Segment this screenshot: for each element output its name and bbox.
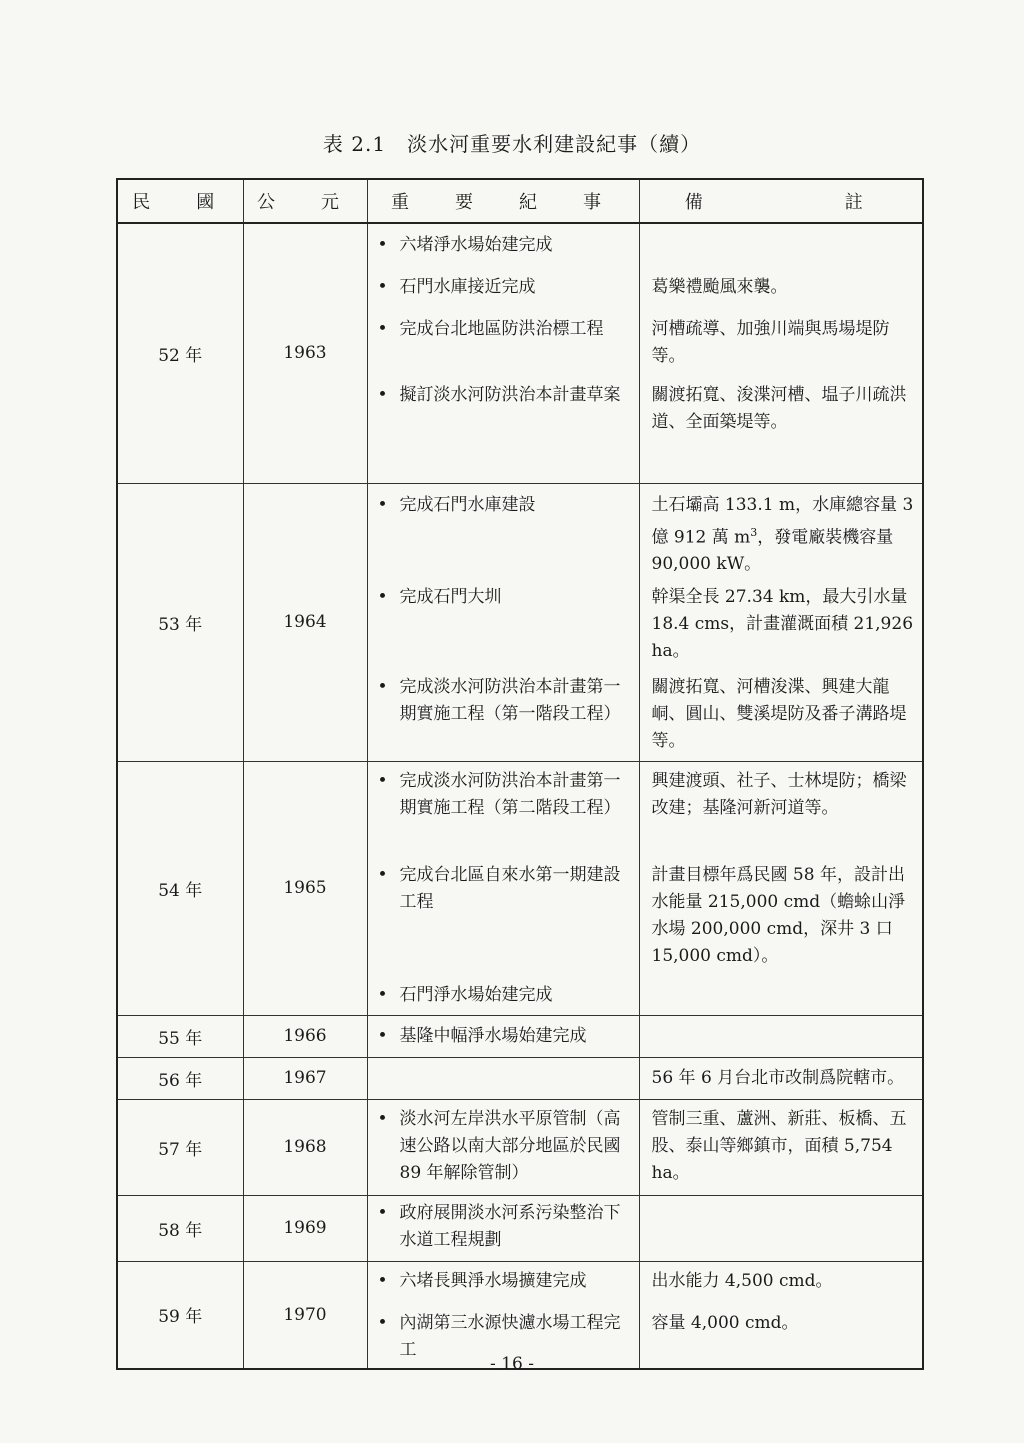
table-row [117,1099,923,1195]
note-text: 關渡拓寬、河槽浚渫、興建大龍峒、圓山、雙溪堤防及番子溝路堤等。 [651,676,907,751]
roc-year-cell: 56 年 [117,1057,243,1099]
note-text: 關渡拓寬、浚渫河槽、塭子川疏洪道、全面築堤等。 [651,385,907,432]
event-text: 完成台北區自來水第一期建設工程 [399,864,621,912]
table-row [117,1195,923,1261]
bullet-icon: • [377,864,388,885]
event-text: 六堵長興淨水場擴建完成 [399,1270,587,1291]
table-title: 表 2.1 淡水河重要水利建設紀事（續） [322,132,702,156]
note-text: 出水能力 4,500 cmd。 [651,1270,833,1291]
roc-year-cell: 52 年 [117,223,243,483]
event-item [368,584,639,611]
roc-year-cell: 57 年 [117,1099,243,1195]
bullet-icon: • [377,1025,388,1046]
roc-year-cell: 59 年 [117,1261,243,1369]
table-header-row [117,179,923,223]
bullet-icon: • [377,385,388,405]
bullet-icon: • [377,1108,388,1129]
bullet-icon: • [377,319,388,339]
note-text: 計畫目標年爲民國 58 年，設計出水能量 215,000 cmd（蟾蜍山淨水場 200,000 cmd，深井 3 口 15,000 cmd）。 [651,864,906,966]
header-events: 重 要 紀 事 [367,179,639,223]
ad-year-cell: 1964 [243,483,367,761]
ad-year-cell: 1965 [243,761,367,1015]
ad-year-cell: 1967 [243,1057,367,1099]
event-text: 石門水庫接近完成 [399,277,536,297]
notes-cell [639,1057,923,1099]
events-cell [367,1261,639,1369]
ad-year-cell: 1969 [243,1195,367,1261]
event-item [368,232,639,259]
event-text: 完成石門大圳 [399,586,502,607]
bullet-icon: • [377,277,388,297]
header-notes: 備 註 [639,179,923,223]
bullet-icon: • [377,1270,388,1291]
event-text: 淡水河左岸洪水平原管制（高速公路以南大部分地區於民國 89 年解除管制） [399,1108,621,1183]
history-table [116,178,924,1370]
event-item [368,316,639,343]
roc-year-cell: 55 年 [117,1015,243,1057]
roc-year-cell: 58 年 [117,1195,243,1261]
event-text: 六堵淨水場始建完成 [399,235,553,255]
event-item [368,768,639,822]
ad-year-cell: 1968 [243,1099,367,1195]
events-cell [367,1195,639,1261]
note-text: 興建渡頭、社子、士林堤防；橋梁改建；基隆河新河道等。 [651,770,907,818]
ad-year-cell: 1966 [243,1015,367,1057]
notes-cell [639,1015,923,1057]
bullet-icon: • [377,676,388,697]
table-row [117,1261,923,1369]
bullet-icon: • [377,235,388,255]
events-cell [367,1099,639,1195]
event-item [368,382,639,409]
event-item [368,982,639,1009]
event-text: 完成石門水庫建設 [399,494,536,515]
event-text: 擬訂淡水河防洪治本計畫草案 [399,385,621,405]
notes-cell [639,223,923,483]
notes-cell [639,1195,923,1261]
roc-year-cell: 53 年 [117,483,243,761]
event-text: 內湖第三水源快濾水場工程完工 [399,1312,621,1360]
event-item [368,862,639,916]
notes-cell [639,1099,923,1195]
roc-year-cell: 54 年 [117,761,243,1015]
event-text: 完成台北地區防洪治標工程 [399,319,604,339]
event-item [368,1268,639,1295]
event-item [368,1106,639,1187]
event-item [368,1200,639,1254]
event-item [368,492,639,519]
events-cell [367,1057,639,1099]
event-item [368,1023,639,1050]
bullet-icon: • [377,586,388,607]
events-cell [367,1015,639,1057]
event-item [368,274,639,301]
notes-cell [639,761,923,1015]
table-row [117,761,923,1015]
event-text: 基隆中幅淨水場始建完成 [399,1025,587,1046]
event-item [368,674,639,728]
table-row [117,1057,923,1099]
bullet-icon: • [377,770,388,791]
bullet-icon: • [377,1312,388,1333]
event-text: 石門淨水場始建完成 [399,984,553,1005]
event-text: 完成淡水河防洪治本計畫第一期實施工程（第二階段工程） [399,770,621,818]
note-text: 土石壩高 133.1 m，水庫總容量 3 億 912 萬 $m^3$，發電廠裝機容量 90,000 kW。 [651,494,914,575]
note-text: 管制三重、蘆洲、新莊、板橋、五股、泰山等鄉鎮市，面積 5,754 ha。 [651,1108,907,1183]
bullet-icon: • [377,984,388,1005]
bullet-icon: • [377,494,388,515]
table-row [117,1015,923,1057]
notes-cell [639,1261,923,1369]
header-ad-year: 公 元 [243,179,367,223]
header-roc-year: 民 國 [117,179,243,223]
notes-cell [639,483,923,761]
event-text: 政府展開淡水河系污染整治下水道工程規劃 [399,1202,621,1250]
note-text: 河槽疏導、加強川端與馬場堤防等。 [651,319,890,366]
events-cell [367,223,639,483]
ad-year-cell: 1970 [243,1261,367,1369]
bullet-icon: • [377,1202,388,1223]
events-cell [367,761,639,1015]
events-cell [367,483,639,761]
table-row [117,483,923,761]
ad-year-cell: 1963 [243,223,367,483]
page-number: - 16 - [490,1354,534,1374]
note-text: 56 年 6 月台北市改制爲院轄市。 [651,1067,905,1088]
note-text: 葛樂禮颱風來襲。 [651,277,788,297]
table-row [117,223,923,483]
note-text: 幹渠全長 27.34 km，最大引水量 18.4 cms，計畫灌溉面積 21,926 ha。 [651,586,914,661]
event-text: 完成淡水河防洪治本計畫第一期實施工程（第一階段工程） [399,676,621,724]
note-text: 容量 4,000 cmd。 [651,1312,799,1333]
